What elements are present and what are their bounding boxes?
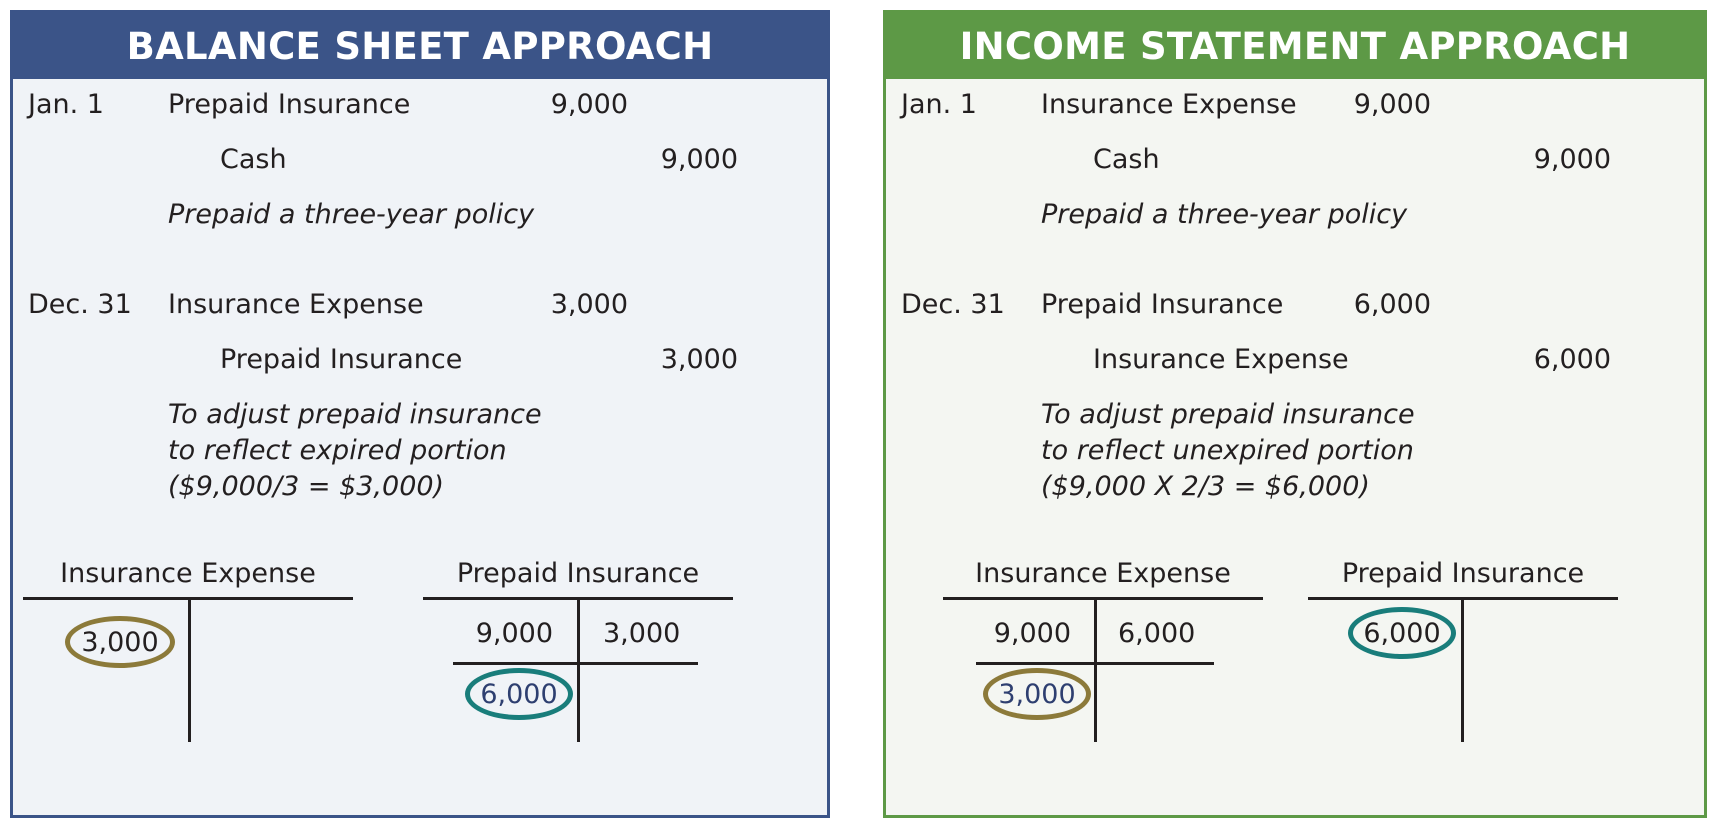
credit-account: Insurance Expense — [1093, 344, 1349, 375]
t-account-title: Insurance Expense — [975, 558, 1231, 589]
t-account-credit: 6,000 — [1118, 618, 1196, 649]
credit-amount: 3,000 — [660, 344, 738, 375]
panel-title: BALANCE SHEET APPROACH — [13, 13, 827, 79]
debit-amount: 9,000 — [1353, 89, 1431, 120]
balance-sheet-approach-panel — [10, 10, 830, 818]
entry-note-line: To adjust prepaid insurance — [168, 399, 542, 430]
entry-note-line: ($9,000 X 2/3 = $6,000) — [1041, 471, 1370, 502]
entry-date: Jan. 1 — [28, 89, 104, 120]
entry-note-line: To adjust prepaid insurance — [1041, 399, 1415, 430]
credit-amount: 9,000 — [1533, 144, 1611, 175]
credit-account: Prepaid Insurance — [220, 344, 463, 375]
t-account-title: Prepaid Insurance — [1341, 558, 1585, 589]
t-account-balance-rule — [976, 662, 1214, 665]
debit-account: Prepaid Insurance — [168, 89, 411, 120]
panel-title: INCOME STATEMENT APPROACH — [886, 13, 1704, 79]
debit-amount: 6,000 — [1353, 289, 1431, 320]
debit-amount: 3,000 — [550, 289, 628, 320]
balance-oval: 6,000 — [465, 668, 573, 720]
t-account-divider — [577, 597, 580, 742]
t-account-divider — [1094, 597, 1097, 742]
t-account-top-rule — [943, 597, 1263, 600]
t-account-title: Prepaid Insurance — [456, 558, 700, 589]
income-statement-approach-panel — [883, 10, 1707, 818]
debit-amount: 9,000 — [550, 89, 628, 120]
debit-account: Insurance Expense — [1041, 89, 1297, 120]
credit-account: Cash — [1093, 144, 1160, 175]
t-account-debit: 9,000 — [475, 618, 553, 649]
debit-account: Insurance Expense — [168, 289, 424, 320]
debit-balance-oval: 3,000 — [65, 616, 175, 668]
t-account-debit: 9,000 — [993, 618, 1071, 649]
entry-date: Dec. 31 — [28, 289, 132, 320]
balance-oval: 3,000 — [983, 668, 1091, 720]
entry-note: Prepaid a three-year policy — [1041, 199, 1408, 230]
debit-balance-oval: 6,000 — [1348, 607, 1456, 659]
t-account-credit: 3,000 — [603, 618, 681, 649]
debit-account: Prepaid Insurance — [1041, 289, 1284, 320]
credit-amount: 6,000 — [1533, 344, 1611, 375]
credit-account: Cash — [220, 144, 287, 175]
t-account-divider — [1461, 597, 1464, 742]
entry-date: Dec. 31 — [901, 289, 1005, 320]
t-account-divider — [188, 597, 191, 742]
t-account-title: Insurance Expense — [60, 558, 316, 589]
t-account-balance-rule — [453, 662, 698, 665]
entry-note-line: to reflect expired portion — [168, 435, 507, 466]
entry-note: Prepaid a three-year policy — [168, 199, 535, 230]
entry-date: Jan. 1 — [901, 89, 977, 120]
credit-amount: 9,000 — [660, 144, 738, 175]
entry-note-line: ($9,000/3 = $3,000) — [168, 471, 445, 502]
entry-note-line: to reflect unexpired portion — [1041, 435, 1414, 466]
